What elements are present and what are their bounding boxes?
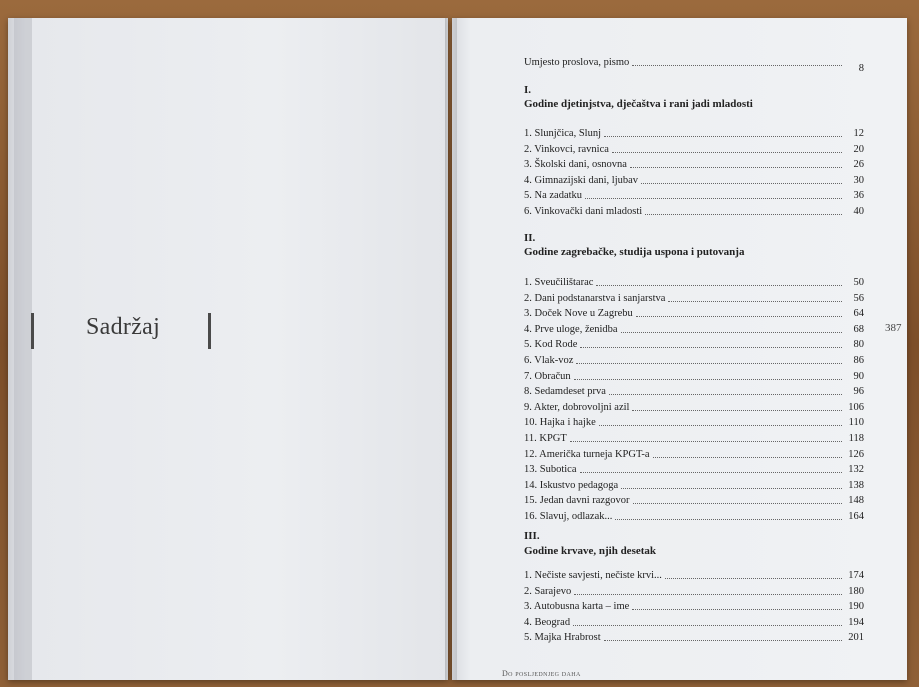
toc-entry-page: 56 [853,292,864,304]
toc-entry-label: 5. Kod Rode [524,339,578,351]
toc-entry-label: 16. Slavuj, odlazak... [524,511,613,522]
toc-entry [524,384,864,398]
toc-entry-page: 194 [848,616,864,628]
toc-leader-dots [585,198,842,199]
toc-entry-label: 3. Školski dani, osnovna [524,159,627,171]
toc-entry-label: 11. KPGT [524,433,567,444]
toc-entry-label: 4. Beograd [524,616,571,628]
toc-entry-page: 20 [853,143,864,155]
toc-leader-dots [580,347,842,348]
part-number: I. [524,84,532,96]
toc-entry-page: 138 [848,479,864,491]
toc-entry-page: 132 [848,464,864,476]
toc-entry-page: 164 [848,511,864,522]
toc-entry-page: 12 [853,128,864,139]
toc-entry-page: 40 [853,206,864,217]
toc-leader-dots [604,640,842,641]
part-number: II. [524,232,536,244]
toc-leader-dots [665,578,842,579]
title-bar-left [31,313,34,349]
toc-entry-page: 110 [848,417,864,429]
toc-leader-dots [576,363,842,364]
toc-entry-page: 30 [853,174,864,186]
toc-entry [524,291,864,305]
toc-entry-label: 4. Prve uloge, ženidba [524,323,618,335]
part-title: Godine krvave, njih desetak [524,545,657,557]
part-number: III. [524,530,540,542]
toc-entry-label: 15. Jedan davni razgovor [524,495,630,507]
running-footer: Do posljednjeg daha [502,669,581,678]
toc-leader-dots [615,519,842,520]
toc-entry-label: 4. Gimnazijski dani, ljubav [524,174,639,186]
toc-leader-dots [633,503,842,504]
toc-entry-label: 6. Vinkovački dani mladosti [524,206,643,217]
toc-entry [524,462,864,476]
toc-entry-page: 106 [848,401,864,413]
toc-entry [524,306,864,320]
toc-leader-dots [574,379,842,380]
toc-entry [524,353,864,367]
toc-entry [524,322,864,336]
toc-entry-page: 190 [848,601,864,613]
toc-entry [524,204,864,218]
toc-entry-page: 174 [848,570,864,581]
toc-entry [524,400,864,414]
toc-entry-label: 9. Akter, dobrovoljni azil [524,401,630,413]
toc-entry [524,369,864,383]
toc-entry [524,188,864,202]
toc-entry-intro [524,55,864,74]
toc-entry-page: 148 [848,495,864,507]
toc-leader-dots [641,183,842,184]
toc-entry [524,615,864,629]
toc-entry-label: 6. Vlak-voz [524,355,574,366]
left-page [8,18,448,680]
toc-entry [524,493,864,507]
toc-leader-dots [621,332,842,333]
toc-entry [524,142,864,156]
toc-entry-page: 90 [853,370,864,382]
part-title: Godine zagrebačke, studija uspona i putovanja [524,246,745,258]
toc-entry [524,509,864,523]
book-gutter [445,18,457,680]
toc-entry-label: 3. Doček Nove u Zagrebu [524,308,633,320]
toc-entry-label: 2. Dani podstanarstva i sanjarstva [524,292,666,304]
toc-entry-label: 13. Subotica [524,464,577,476]
toc-leader-dots [645,214,842,215]
toc-entry-label: 14. Iskustvo pedagoga [524,479,619,491]
toc-leader-dots [574,594,842,595]
toc-entry-page: 64 [853,308,864,320]
toc-entry-label: 2. Sarajevo [524,585,572,597]
toc-entry-label: 7. Obračun [524,370,571,382]
toc-leader-dots [580,472,843,473]
toc-entry [524,478,864,492]
toc-leader-dots [609,394,842,395]
toc-leader-dots [636,316,842,317]
toc-entry-label: Umjesto proslova, pismo [524,57,630,68]
toc-leader-dots [612,152,842,153]
toc-entry-label: 10. Hajka i hajke [524,417,596,429]
toc-entry [524,447,864,461]
toc-leader-dots [632,65,842,66]
toc-entry-label: 5. Majka Hrabrost [524,632,601,644]
toc-entry [524,337,864,351]
toc-entry [524,584,864,598]
toc-entry [524,599,864,613]
toc-entry-page: 36 [853,190,864,202]
toc-entry-label: 3. Autobusna karta – ime [524,601,630,613]
toc-entry-label: 1. Sveučilištarac [524,277,594,288]
toc-entry-label: 1. Slunjčica, Slunj [524,128,601,139]
toc-entry-label: 12. Američka turneja KPGT-a [524,448,650,460]
toc-leader-dots [604,136,842,137]
toc-leader-dots [599,425,842,426]
toc-leader-dots [573,625,842,626]
page-number: 387 [885,322,902,334]
contents-title: Sadržaj [86,314,161,340]
toc-leader-dots [632,410,842,411]
title-bar-right [208,313,211,349]
toc-leader-dots [632,609,842,610]
left-page-margin-band [14,18,32,680]
toc-leader-dots [630,167,842,168]
toc-entry-label: 5. Na zadatku [524,190,583,202]
toc-entry-page: 50 [853,277,864,288]
toc-entry-page: 180 [848,585,864,597]
toc-entry [524,173,864,187]
toc-entry-page: 118 [848,433,864,444]
toc-leader-dots [596,285,842,286]
toc-entry-page: 86 [853,355,864,366]
toc-entry-page: 26 [853,159,864,171]
toc-leader-dots [621,488,842,489]
toc-entry-page: 96 [853,386,864,398]
toc-entry [524,415,864,429]
toc-entry [524,157,864,171]
toc-entry [524,126,864,140]
toc-leader-dots [570,441,842,442]
toc-entry-page: 8 [858,63,864,74]
toc-entry-page: 201 [848,632,864,644]
toc-leader-dots [653,457,842,458]
toc-entry [524,568,864,582]
toc-entry [524,630,864,644]
toc-entry-label: 8. Sedamdeset prva [524,386,606,398]
part-title: Godine djetinjstva, dječaštva i rani jadi mladosti [524,98,753,110]
toc-entry-page: 126 [848,448,864,460]
toc-entry-label: 1. Nečiste savjesti, nečiste krvi... [524,570,662,581]
toc-entry [524,431,864,445]
toc-entry-label: 2. Vinkovci, ravnica [524,143,609,155]
toc-entry [524,275,864,289]
toc-leader-dots [668,301,842,302]
toc-entry-page: 68 [853,323,864,335]
toc-entry-page: 80 [853,339,864,351]
